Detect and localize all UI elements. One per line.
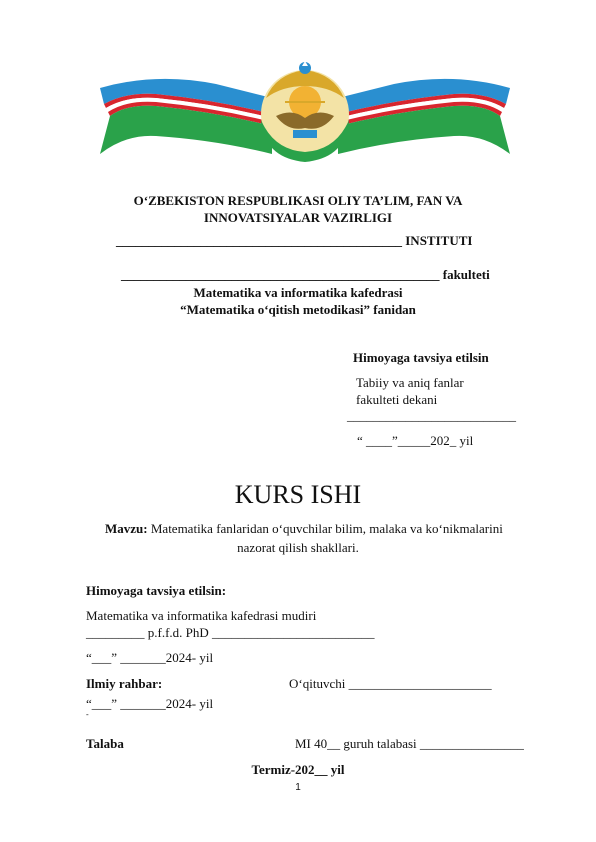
faculty-line: _________________________________________________ fakulteti — [121, 267, 490, 282]
topic-line-1 — [105, 521, 503, 537]
recommend-title: Himoyaga tavsiya etilsin: — [86, 583, 227, 598]
city-year: Termiz-202__ yil — [251, 762, 345, 777]
recommend-date: “___” _______2024- yil — [86, 650, 214, 665]
head-signature-line: _________ p.f.f.d. PhD _________________________ — [86, 625, 375, 640]
student-group-line: MI 40__ guruh talabasi ________________ — [295, 736, 524, 751]
department-head: Matematika va informatika kafedrasi mudiri — [86, 608, 317, 623]
ministry-line-1: O‘ZBEKISTON RESPUBLIKASI OLIY TA’LIM, FAN VA — [133, 193, 463, 208]
stray-dot: - — [86, 710, 89, 719]
state-emblem-icon — [96, 58, 514, 166]
student-label: Talaba — [86, 736, 124, 751]
institute-line: ____________________________________________ INSTITUTI — [116, 233, 473, 248]
approval-title: Himoyaga tavsiya etilsin — [353, 350, 489, 365]
dean-signature-line: __________________________ — [347, 408, 516, 423]
main-title: KURS ISHI — [234, 480, 362, 509]
topic-text-1: Matematika fanlaridan o‘quvchilar bilim, malaka va ko‘nikmalarini — [147, 521, 503, 536]
advisor-label: Ilmiy rahbar: — [86, 676, 163, 691]
approval-line-2: fakulteti dekani — [356, 392, 438, 407]
department-line: Matematika va informatika kafedrasi — [193, 285, 403, 300]
approval-date: “ ____”_____202_ yil — [357, 433, 474, 448]
emblem-center — [261, 61, 349, 162]
right-flag — [338, 79, 510, 154]
topic-label: Mavzu: — [105, 521, 148, 536]
ministry-line-2: INNOVATSIYALAR VAZIRLIGI — [203, 210, 393, 225]
left-flag — [100, 79, 272, 154]
advisor-date: “___” _______2024- yil — [86, 696, 214, 711]
subject-line: “Matematika o‘qitish metodikasi” fanidan — [180, 302, 416, 317]
approval-line-1: Tabiiy va aniq fanlar — [356, 375, 464, 390]
topic-text-2: nazorat qilish shakllari. — [237, 540, 359, 555]
page-number: 1 — [295, 782, 301, 793]
advisor-teacher-line: O‘qituvchi ______________________ — [289, 676, 492, 691]
